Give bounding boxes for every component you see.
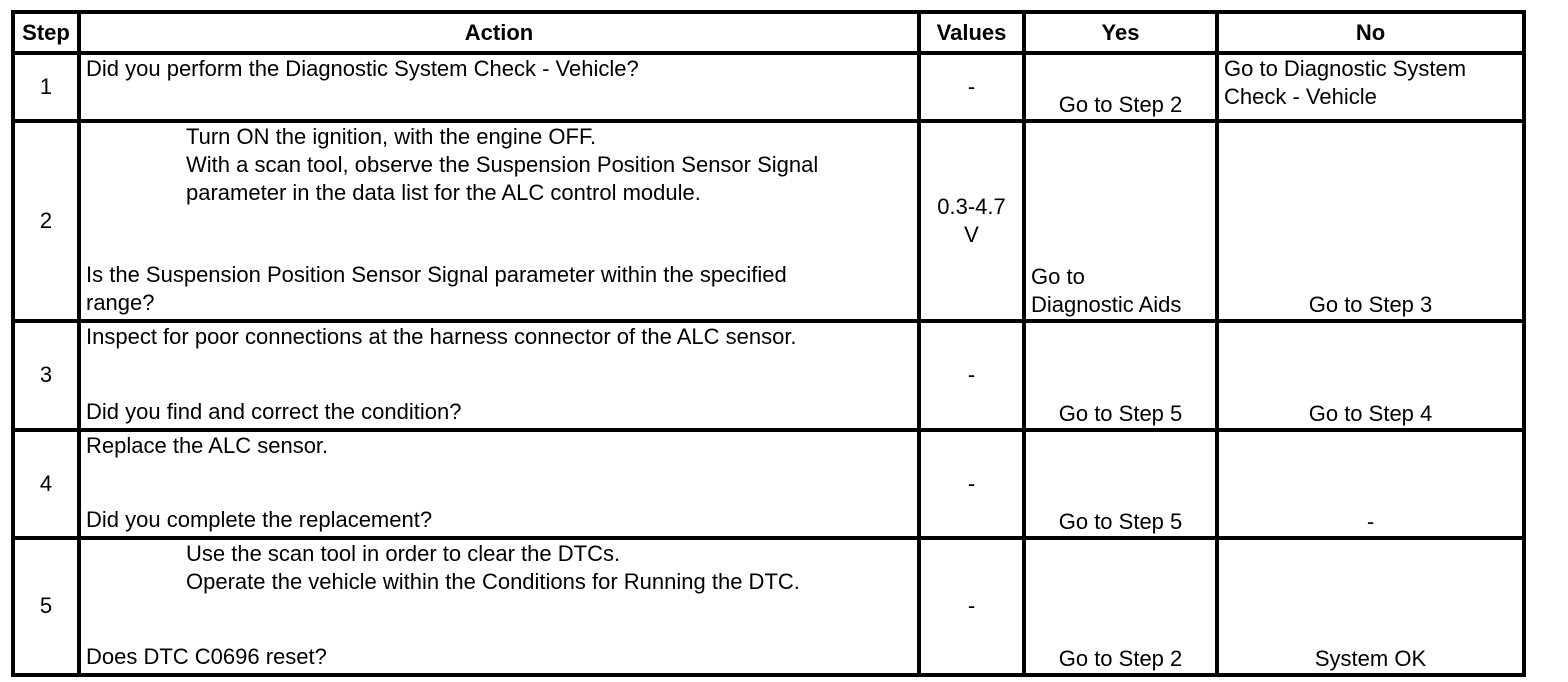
yes-cell: Go to Step 5 xyxy=(1026,432,1219,540)
yes-line: Diagnostic Aids xyxy=(1031,292,1182,318)
values-line: 0.3-4.7 xyxy=(937,194,1006,220)
no-cell: System OK xyxy=(1219,540,1526,677)
action-instruction: Operate the vehicle within the Conditions for Running the DTC. xyxy=(186,568,800,594)
yes-cell: Go to Step 2 xyxy=(1026,540,1219,677)
step-number: 4 xyxy=(15,432,81,540)
yes-line: Go to xyxy=(1031,264,1085,290)
yes-cell: Go to Step 5 xyxy=(1026,323,1219,431)
table-row xyxy=(15,432,1526,540)
no-cell xyxy=(1219,55,1526,123)
action-instruction: With a scan tool, observe the Suspension Position Sensor Signal xyxy=(186,152,819,178)
action-cell xyxy=(81,540,921,677)
action-instruction: parameter in the data list for the ALC control module. xyxy=(186,180,701,206)
values-cell: - xyxy=(921,432,1026,540)
values-line: V xyxy=(964,222,979,248)
no-cell: Go to Step 4 xyxy=(1219,323,1526,431)
no-line: Go to Diagnostic System xyxy=(1224,56,1467,82)
header-values: Values xyxy=(921,14,1026,55)
step-number: 1 xyxy=(15,55,81,123)
header-action: Action xyxy=(81,14,921,55)
action-instruction: Turn ON the ignition, with the engine OFF. xyxy=(186,124,597,150)
no-line: Check - Vehicle xyxy=(1224,84,1377,110)
step-number: 3 xyxy=(15,323,81,431)
action-question: Did you perform the Diagnostic System Check - Vehicle? xyxy=(86,56,639,82)
yes-cell: Go to Step 2 xyxy=(1026,55,1219,123)
values-cell: - xyxy=(921,55,1026,123)
header-no: No xyxy=(1219,14,1526,55)
action-instruction: Replace the ALC sensor. xyxy=(86,432,329,458)
values-cell: - xyxy=(921,323,1026,431)
step-number: 2 xyxy=(15,123,81,323)
header-step: Step xyxy=(15,14,81,55)
action-instruction: Use the scan tool in order to clear the DTCs. xyxy=(186,540,621,566)
action-cell xyxy=(81,323,921,431)
values-cell xyxy=(921,123,1026,323)
yes-cell xyxy=(1026,123,1219,323)
action-question: Is the Suspension Position Sensor Signal parameter within the specified xyxy=(86,262,787,288)
no-cell: - xyxy=(1219,432,1526,540)
action-question: Did you find and correct the condition? xyxy=(86,398,462,424)
table-row xyxy=(15,323,1526,431)
no-cell: Go to Step 3 xyxy=(1219,123,1526,323)
action-instruction: Inspect for poor connections at the harness connector of the ALC sensor. xyxy=(86,324,797,350)
table-row xyxy=(15,540,1526,677)
diagnostic-table xyxy=(11,10,1526,677)
header-row xyxy=(15,14,1526,55)
action-question: range? xyxy=(86,290,155,316)
action-question: Did you complete the replacement? xyxy=(86,506,433,532)
table-row xyxy=(15,123,1526,323)
action-cell xyxy=(81,55,921,123)
action-cell xyxy=(81,432,921,540)
values-cell: - xyxy=(921,540,1026,677)
step-number: 5 xyxy=(15,540,81,677)
table-row xyxy=(15,55,1526,123)
action-cell xyxy=(81,123,921,323)
header-yes: Yes xyxy=(1026,14,1219,55)
action-question: Does DTC C0696 reset? xyxy=(86,644,327,669)
